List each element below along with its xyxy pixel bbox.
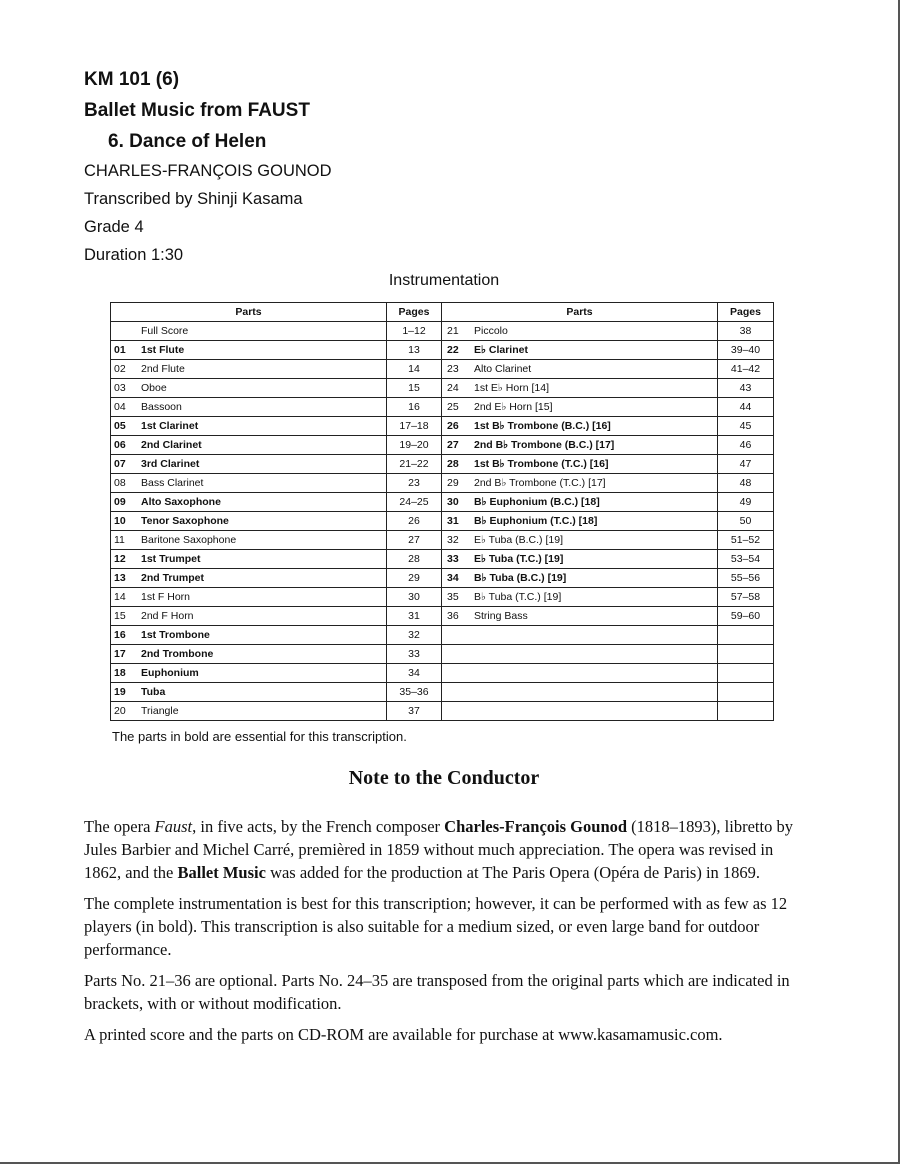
pages-value: 39–40 bbox=[730, 344, 761, 356]
pages-value: 48 bbox=[739, 477, 752, 489]
optional-pages-cell bbox=[718, 588, 774, 607]
part-number: 33 bbox=[447, 553, 459, 565]
pages-value: 49 bbox=[739, 496, 752, 508]
pages-cell bbox=[387, 417, 442, 436]
pages-cell bbox=[387, 607, 442, 626]
optional-pages-cell bbox=[718, 322, 774, 341]
table-header-row bbox=[111, 303, 774, 322]
optional-pages-cell bbox=[718, 664, 774, 683]
part-name: Tenor Saxophone bbox=[141, 515, 229, 527]
pages-cell bbox=[387, 531, 442, 550]
part-name: 2nd Flute bbox=[141, 363, 185, 375]
movement-title: 6. Dance of Helen bbox=[108, 131, 267, 152]
table-row bbox=[111, 569, 774, 588]
pages-value: 28 bbox=[408, 553, 420, 565]
pages-value: 35–36 bbox=[399, 686, 429, 698]
pages-cell bbox=[387, 569, 442, 588]
optional-part-cell bbox=[442, 417, 718, 436]
optional-part-cell bbox=[442, 702, 718, 721]
note-heading: Note to the Conductor bbox=[348, 767, 540, 789]
optional-part-cell bbox=[442, 626, 718, 645]
part-cell bbox=[111, 664, 387, 683]
table-row bbox=[111, 474, 774, 493]
part-name: Tuba bbox=[141, 686, 166, 698]
part-number: 36 bbox=[447, 610, 459, 622]
part-name: Bass Clarinet bbox=[141, 477, 204, 489]
part-name: Piccolo bbox=[474, 325, 508, 337]
part-name: 2nd F Horn bbox=[141, 610, 194, 622]
optional-pages-cell bbox=[718, 360, 774, 379]
pages-value: 31 bbox=[408, 610, 420, 622]
pages-cell bbox=[387, 493, 442, 512]
part-number: 07 bbox=[114, 458, 126, 470]
optional-pages-cell bbox=[718, 626, 774, 645]
table-row bbox=[111, 455, 774, 474]
col-header-parts-optional: Parts bbox=[442, 303, 718, 322]
part-number: 13 bbox=[114, 572, 126, 584]
score-header bbox=[84, 64, 332, 269]
part-number: 16 bbox=[114, 629, 126, 641]
note-paragraph-1 bbox=[84, 815, 804, 884]
note-paragraph-2: The complete instrumentation is best for this transcription; however, it can be performed with as few as 12 players (in bold). This transcription is also suitable for a medium sized, or even large band for outdoor performance. bbox=[84, 894, 788, 959]
pages-value: 38 bbox=[739, 325, 752, 337]
pages-value: 26 bbox=[408, 515, 420, 527]
table-row bbox=[111, 360, 774, 379]
optional-part-cell bbox=[442, 607, 718, 626]
part-name: 1st Clarinet bbox=[141, 420, 199, 432]
part-number: 04 bbox=[114, 401, 126, 413]
part-number: 03 bbox=[114, 382, 126, 394]
conductor-note bbox=[84, 815, 804, 1054]
part-number: 06 bbox=[114, 439, 126, 451]
table-row bbox=[111, 588, 774, 607]
part-cell bbox=[111, 474, 387, 493]
part-cell bbox=[111, 626, 387, 645]
part-name: 1st Trumpet bbox=[141, 553, 201, 565]
part-cell bbox=[111, 493, 387, 512]
pages-cell bbox=[387, 588, 442, 607]
pages-cell bbox=[387, 702, 442, 721]
pages-cell bbox=[387, 455, 442, 474]
pages-value: 51–52 bbox=[730, 534, 761, 546]
table-row bbox=[111, 379, 774, 398]
pages-value: 47 bbox=[739, 458, 752, 470]
pages-value: 30 bbox=[408, 591, 420, 603]
optional-pages-cell bbox=[718, 531, 774, 550]
pages-value: 43 bbox=[739, 382, 752, 394]
table-row bbox=[111, 512, 774, 531]
part-name: 2nd E♭ Horn [15] bbox=[474, 401, 553, 413]
pages-value: 46 bbox=[739, 439, 752, 451]
transcriber-credit: Transcribed by Shinji Kasama bbox=[84, 190, 303, 208]
pages-cell bbox=[387, 341, 442, 360]
pages-cell bbox=[387, 379, 442, 398]
pages-value: 59–60 bbox=[730, 610, 761, 622]
part-name: 1st F Horn bbox=[141, 591, 191, 603]
optional-part-cell bbox=[442, 436, 718, 455]
part-name: B♭ Tuba (T.C.) [19] bbox=[474, 591, 562, 603]
optional-part-cell bbox=[442, 550, 718, 569]
pages-value: 21–22 bbox=[399, 458, 429, 470]
optional-part-cell bbox=[442, 341, 718, 360]
ballet-music-bold: Ballet Music bbox=[177, 863, 266, 882]
part-name: 2nd Clarinet bbox=[141, 439, 202, 451]
part-number: 23 bbox=[447, 363, 459, 375]
optional-pages-cell bbox=[718, 417, 774, 436]
part-cell bbox=[111, 569, 387, 588]
table-row bbox=[111, 550, 774, 569]
part-name: 3rd Clarinet bbox=[141, 458, 200, 470]
opera-title: Faust bbox=[154, 817, 193, 836]
pages-value: 45 bbox=[739, 420, 752, 432]
optional-pages-cell bbox=[718, 512, 774, 531]
optional-pages-cell bbox=[718, 398, 774, 417]
optional-pages-cell bbox=[718, 702, 774, 721]
part-name: Alto Saxophone bbox=[141, 496, 221, 508]
part-number: 24 bbox=[447, 382, 459, 394]
table-row bbox=[111, 645, 774, 664]
part-cell bbox=[111, 702, 387, 721]
part-name: E♭ Clarinet bbox=[474, 344, 528, 356]
pages-cell bbox=[387, 436, 442, 455]
part-cell bbox=[111, 322, 387, 341]
table-row bbox=[111, 322, 774, 341]
part-number: 19 bbox=[114, 686, 126, 698]
optional-part-cell bbox=[442, 664, 718, 683]
optional-part-cell bbox=[442, 569, 718, 588]
part-cell bbox=[111, 531, 387, 550]
pages-value: 53–54 bbox=[730, 553, 761, 565]
part-cell bbox=[111, 607, 387, 626]
optional-pages-cell bbox=[718, 493, 774, 512]
part-number: 01 bbox=[114, 344, 126, 356]
pages-cell bbox=[387, 550, 442, 569]
text-run: (1818–1893), libretto by Jules Barbier and Michel Carré, premièred in 1859 without much appreciation. The opera was revised in 1862, and the bbox=[84, 817, 793, 882]
part-number: 20 bbox=[114, 705, 126, 717]
table-row bbox=[111, 417, 774, 436]
optional-part-cell bbox=[442, 512, 718, 531]
part-name: B♭ Euphonium (B.C.) [18] bbox=[474, 496, 600, 508]
optional-pages-cell bbox=[718, 474, 774, 493]
pages-value: 55–56 bbox=[730, 572, 761, 584]
table-row bbox=[111, 702, 774, 721]
optional-pages-cell bbox=[718, 550, 774, 569]
table-row bbox=[111, 493, 774, 512]
part-number: 27 bbox=[447, 439, 459, 451]
pages-value: 57–58 bbox=[730, 591, 761, 603]
table-row bbox=[111, 531, 774, 550]
part-name: String Bass bbox=[474, 610, 528, 622]
part-name: Triangle bbox=[141, 705, 179, 717]
part-cell bbox=[111, 398, 387, 417]
optional-part-cell bbox=[442, 531, 718, 550]
part-number: 28 bbox=[447, 458, 459, 470]
catalog-number: KM 101 (6) bbox=[84, 69, 180, 90]
part-number: 09 bbox=[114, 496, 126, 508]
text-run: was added for the production at The Paris Opera (Opéra de Paris) in 1869. bbox=[265, 863, 761, 882]
part-name: E♭ Tuba (B.C.) [19] bbox=[474, 534, 563, 546]
optional-pages-cell bbox=[718, 455, 774, 474]
table-row bbox=[111, 626, 774, 645]
part-number: 11 bbox=[114, 534, 125, 546]
part-cell bbox=[111, 379, 387, 398]
pages-value: 14 bbox=[408, 363, 420, 375]
optional-part-cell bbox=[442, 493, 718, 512]
part-number: 35 bbox=[447, 591, 459, 603]
part-number: 18 bbox=[114, 667, 126, 679]
part-cell bbox=[111, 360, 387, 379]
pages-cell bbox=[387, 645, 442, 664]
pages-value: 33 bbox=[408, 648, 420, 660]
part-number: 14 bbox=[114, 591, 126, 603]
table-footnote: The parts in bold are essential for this transcription. bbox=[112, 729, 407, 744]
pages-value: 29 bbox=[408, 572, 420, 584]
part-number: 02 bbox=[114, 363, 126, 375]
part-number: 34 bbox=[447, 572, 459, 584]
part-name: Bassoon bbox=[141, 401, 182, 413]
pages-value: 50 bbox=[739, 515, 752, 527]
instrumentation-heading: Instrumentation bbox=[388, 272, 500, 289]
part-number: 26 bbox=[447, 420, 459, 432]
part-name: 1st Trombone bbox=[141, 629, 210, 641]
pages-value: 44 bbox=[739, 401, 752, 413]
part-name: 1st B♭ Trombone (B.C.) [16] bbox=[474, 420, 611, 432]
part-name: 2nd B♭ Trombone (T.C.) [17] bbox=[474, 477, 606, 489]
pages-value: 27 bbox=[408, 534, 420, 546]
part-number: 31 bbox=[447, 515, 459, 527]
pages-value: 15 bbox=[408, 382, 420, 394]
part-cell bbox=[111, 341, 387, 360]
optional-pages-cell bbox=[718, 683, 774, 702]
optional-pages-cell bbox=[718, 341, 774, 360]
part-name: 1st B♭ Trombone (T.C.) [16] bbox=[474, 458, 609, 470]
part-cell bbox=[111, 550, 387, 569]
part-number: 15 bbox=[114, 610, 126, 622]
pages-cell bbox=[387, 512, 442, 531]
part-number: 22 bbox=[447, 344, 459, 356]
optional-pages-cell bbox=[718, 436, 774, 455]
table-body bbox=[111, 322, 774, 721]
part-cell bbox=[111, 455, 387, 474]
optional-part-cell bbox=[442, 645, 718, 664]
pages-cell bbox=[387, 360, 442, 379]
part-name: 2nd Trombone bbox=[141, 648, 214, 660]
optional-part-cell bbox=[442, 322, 718, 341]
pages-cell bbox=[387, 322, 442, 341]
pages-value: 17–18 bbox=[399, 420, 429, 432]
optional-part-cell bbox=[442, 474, 718, 493]
part-name: E♭ Tuba (T.C.) [19] bbox=[474, 553, 564, 565]
table-row bbox=[111, 436, 774, 455]
note-paragraph-4: A printed score and the parts on CD-ROM are available for purchase at www.kasamamusic.com. bbox=[84, 1025, 723, 1044]
part-name: B♭ Tuba (B.C.) [19] bbox=[474, 572, 567, 584]
optional-pages-cell bbox=[718, 607, 774, 626]
optional-part-cell bbox=[442, 379, 718, 398]
pages-value: 37 bbox=[408, 705, 420, 717]
part-number: 29 bbox=[447, 477, 459, 489]
pages-value: 13 bbox=[408, 344, 420, 356]
text-run: , in five acts, by the French composer bbox=[192, 817, 445, 836]
part-name: 2nd Trumpet bbox=[141, 572, 205, 584]
pages-cell bbox=[387, 664, 442, 683]
part-number: 17 bbox=[114, 648, 126, 660]
pages-value: 41–42 bbox=[730, 363, 761, 375]
part-name: Alto Clarinet bbox=[474, 363, 532, 375]
table-row bbox=[111, 683, 774, 702]
optional-part-cell bbox=[442, 455, 718, 474]
pages-value: 24–25 bbox=[399, 496, 429, 508]
part-cell bbox=[111, 683, 387, 702]
pages-value: 23 bbox=[408, 477, 420, 489]
part-number: 05 bbox=[114, 420, 126, 432]
optional-part-cell bbox=[442, 360, 718, 379]
part-name: 2nd B♭ Trombone (B.C.) [17] bbox=[474, 439, 615, 451]
part-name: B♭ Euphonium (T.C.) [18] bbox=[474, 515, 598, 527]
part-cell bbox=[111, 588, 387, 607]
optional-part-cell bbox=[442, 683, 718, 702]
pages-value: 19–20 bbox=[399, 439, 429, 451]
part-number: 21 bbox=[447, 325, 459, 337]
part-name: Full Score bbox=[141, 325, 189, 337]
duration: Duration 1:30 bbox=[84, 246, 184, 264]
part-number: 08 bbox=[114, 477, 126, 489]
pages-cell bbox=[387, 398, 442, 417]
part-number: 10 bbox=[114, 515, 126, 527]
optional-part-cell bbox=[442, 588, 718, 607]
col-header-pages-optional: Pages bbox=[718, 303, 774, 322]
table-row bbox=[111, 341, 774, 360]
part-name: 1st Flute bbox=[141, 344, 185, 356]
pages-value: 1–12 bbox=[402, 325, 426, 337]
part-cell bbox=[111, 417, 387, 436]
col-header-parts: Parts bbox=[111, 303, 387, 322]
table-row bbox=[111, 664, 774, 683]
composer-bold: Charles-François Gounod bbox=[444, 817, 628, 836]
part-cell bbox=[111, 436, 387, 455]
part-cell bbox=[111, 645, 387, 664]
composer-name: CHARLES-FRANÇOIS GOUNOD bbox=[84, 162, 332, 180]
optional-pages-cell bbox=[718, 645, 774, 664]
table-row bbox=[111, 607, 774, 626]
part-number: 30 bbox=[447, 496, 459, 508]
work-title: Ballet Music from FAUST bbox=[84, 100, 310, 121]
instrumentation-table bbox=[110, 302, 774, 721]
part-name: 1st E♭ Horn [14] bbox=[474, 382, 549, 394]
note-paragraph-3: Parts No. 21–36 are optional. Parts No. 24–35 are transposed from the original parts which are indicated in brackets, with or without modification. bbox=[84, 971, 790, 1013]
part-number: 12 bbox=[114, 553, 126, 565]
grade-level: Grade 4 bbox=[84, 218, 144, 236]
table-row bbox=[111, 398, 774, 417]
part-name: Oboe bbox=[141, 382, 167, 394]
col-header-pages: Pages bbox=[387, 303, 442, 322]
part-name: Baritone Saxophone bbox=[141, 534, 237, 546]
part-name: Euphonium bbox=[141, 667, 199, 679]
pages-cell bbox=[387, 474, 442, 493]
text-run: The opera bbox=[84, 817, 155, 836]
pages-value: 16 bbox=[408, 401, 420, 413]
pages-value: 32 bbox=[408, 629, 420, 641]
optional-pages-cell bbox=[718, 569, 774, 588]
pages-cell bbox=[387, 683, 442, 702]
part-number: 32 bbox=[447, 534, 459, 546]
pages-cell bbox=[387, 626, 442, 645]
part-number: 25 bbox=[447, 401, 459, 413]
pages-value: 34 bbox=[408, 667, 420, 679]
part-cell bbox=[111, 512, 387, 531]
optional-pages-cell bbox=[718, 379, 774, 398]
optional-part-cell bbox=[442, 398, 718, 417]
